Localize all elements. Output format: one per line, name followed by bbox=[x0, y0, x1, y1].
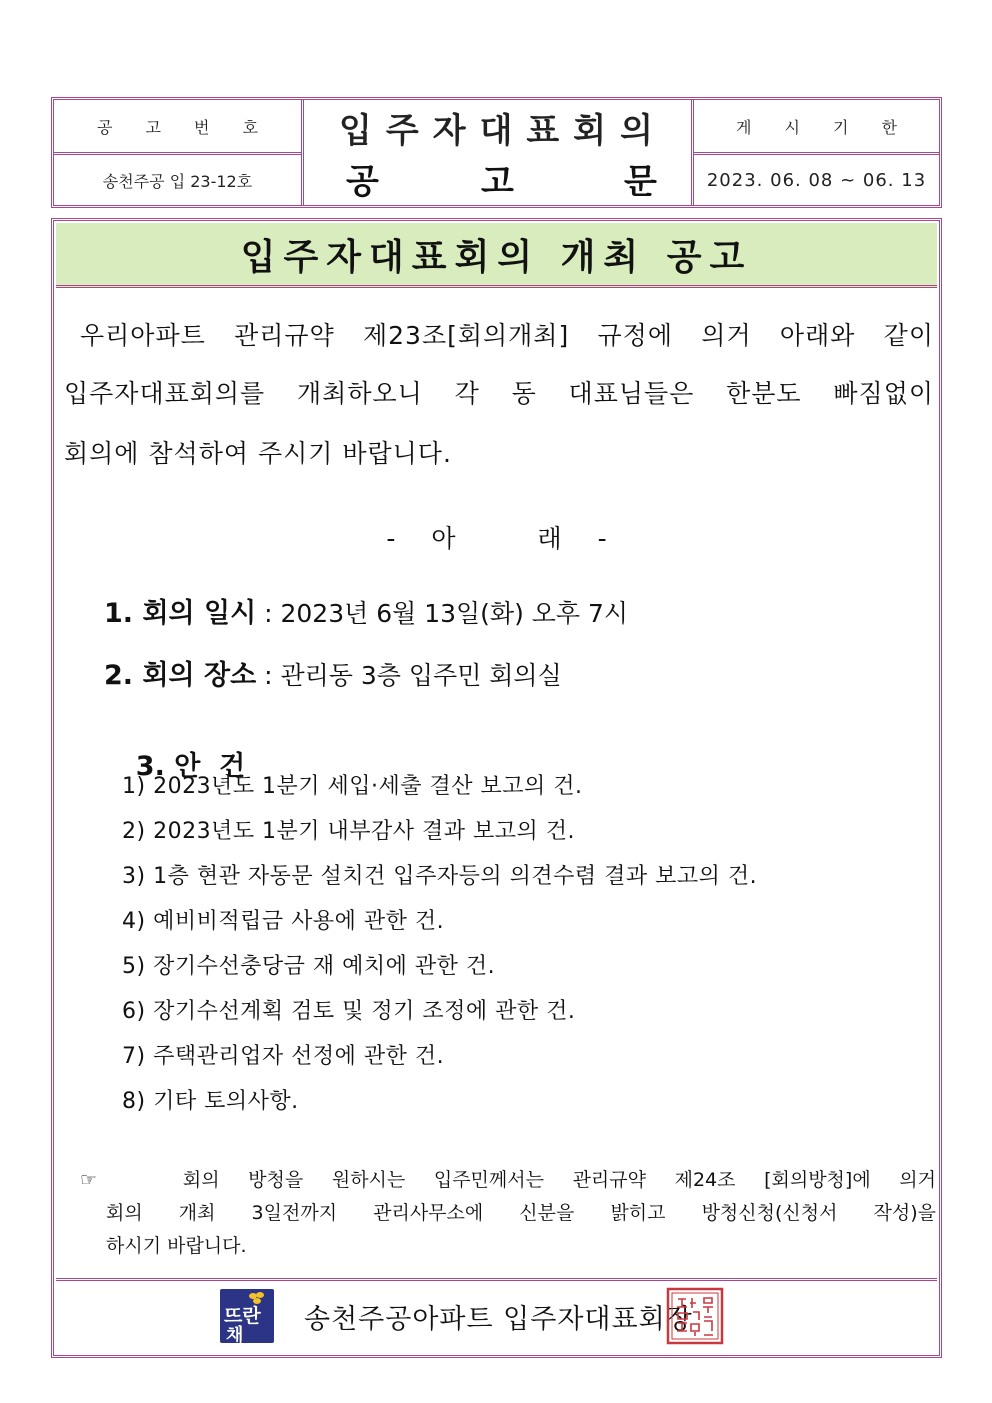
header-title-char: 고 bbox=[481, 162, 514, 202]
posting-period-value: 2023. 06. 08 ~ 06. 13 bbox=[706, 169, 927, 191]
agenda-item: 4) 예비비적립금 사용에 관한 건. bbox=[122, 909, 445, 934]
header-title-char: 문 bbox=[624, 162, 657, 202]
notice-text: 회의 방청을 원하시는 입주민께서는 관리규약 제24조 [회의방청]에 의거 bbox=[182, 1169, 936, 1191]
intro-paragraph-line: 회의에 참석하여 주시기 바랍니다. bbox=[64, 439, 452, 468]
notice-number-value: 송천주공 입 23-12호 bbox=[102, 171, 253, 191]
item-label: 2. 회의 장소 bbox=[104, 660, 257, 691]
ttraanchae-logo bbox=[220, 1289, 274, 1346]
agenda-item: 5) 장기수선충당금 재 예치에 관한 건. bbox=[122, 954, 496, 979]
item-value: : 관리동 3층 입주민 회의실 bbox=[256, 661, 562, 690]
notice-header-table bbox=[51, 97, 942, 208]
meeting-place bbox=[104, 653, 562, 692]
intro-paragraph-line: 입주자대표회의를 개최하오니 각 동 대표님들은 한분도 빠짐없이 bbox=[64, 379, 934, 408]
notice-line: 하시기 바랍니다. bbox=[106, 1235, 247, 1257]
arae-char: 래 bbox=[537, 524, 562, 553]
observation-notice bbox=[80, 1164, 936, 1263]
posting-period-label: 게 시 기 한 bbox=[735, 117, 912, 137]
notice-number-label: 공 고 번 호 bbox=[96, 117, 273, 137]
intro-paragraph-line: 우리아파트 관리규약 제23조[회의개최] 규정에 의거 아래와 같이 bbox=[80, 321, 934, 350]
notice-footer bbox=[56, 1278, 937, 1353]
arae-heading bbox=[54, 519, 939, 555]
header-title-line1: 입주자대표회의 bbox=[339, 110, 667, 151]
notice-line bbox=[80, 1164, 936, 1197]
arae-char: 아 bbox=[431, 524, 456, 553]
meeting-datetime bbox=[104, 591, 628, 630]
notice-body-box bbox=[51, 218, 942, 1358]
logo-text: 채 bbox=[226, 1325, 244, 1346]
item-label: 1. 회의 일시 bbox=[104, 598, 257, 629]
agenda-item: 3) 1층 현관 자동문 설치건 입주자등의 의견수렴 결과 보고의 건. bbox=[122, 864, 758, 889]
notice-title: 입주자대표회의 개최 공고 bbox=[56, 223, 937, 288]
arae-dash: - bbox=[597, 524, 607, 553]
item-label: 3. 안 건 bbox=[135, 751, 246, 782]
header-title-line2 bbox=[306, 154, 694, 206]
pointing-hand-icon: ☞ bbox=[80, 1169, 98, 1191]
agenda-item: 7) 주택관리업자 선정에 관한 건. bbox=[122, 1044, 445, 1069]
agenda-item: 6) 장기수선계획 검토 및 정기 조정에 관한 건. bbox=[122, 999, 576, 1024]
item-value: : 2023년 6월 13일(화) 오후 7시 bbox=[256, 599, 629, 628]
logo-text: 뜨란 bbox=[224, 1305, 261, 1327]
agenda-item: 1) 2023년도 1분기 세입·세출 결산 보고의 건. bbox=[122, 774, 583, 799]
official-seal-icon bbox=[666, 1287, 724, 1345]
agenda-item: 8) 기타 토의사항. bbox=[122, 1089, 299, 1114]
organization-name: 송천주공아파트 입주자대표회장 bbox=[304, 1304, 693, 1335]
notice-line: 회의 개최 3일전까지 관리사무소에 신분을 밝히고 방청신청(신청서 작성)을 bbox=[106, 1202, 936, 1224]
agenda-item: 2) 2023년도 1분기 내부감사 결과 보고의 건. bbox=[122, 819, 576, 844]
arae-dash: - bbox=[386, 524, 396, 553]
header-title-char: 공 bbox=[346, 162, 379, 202]
